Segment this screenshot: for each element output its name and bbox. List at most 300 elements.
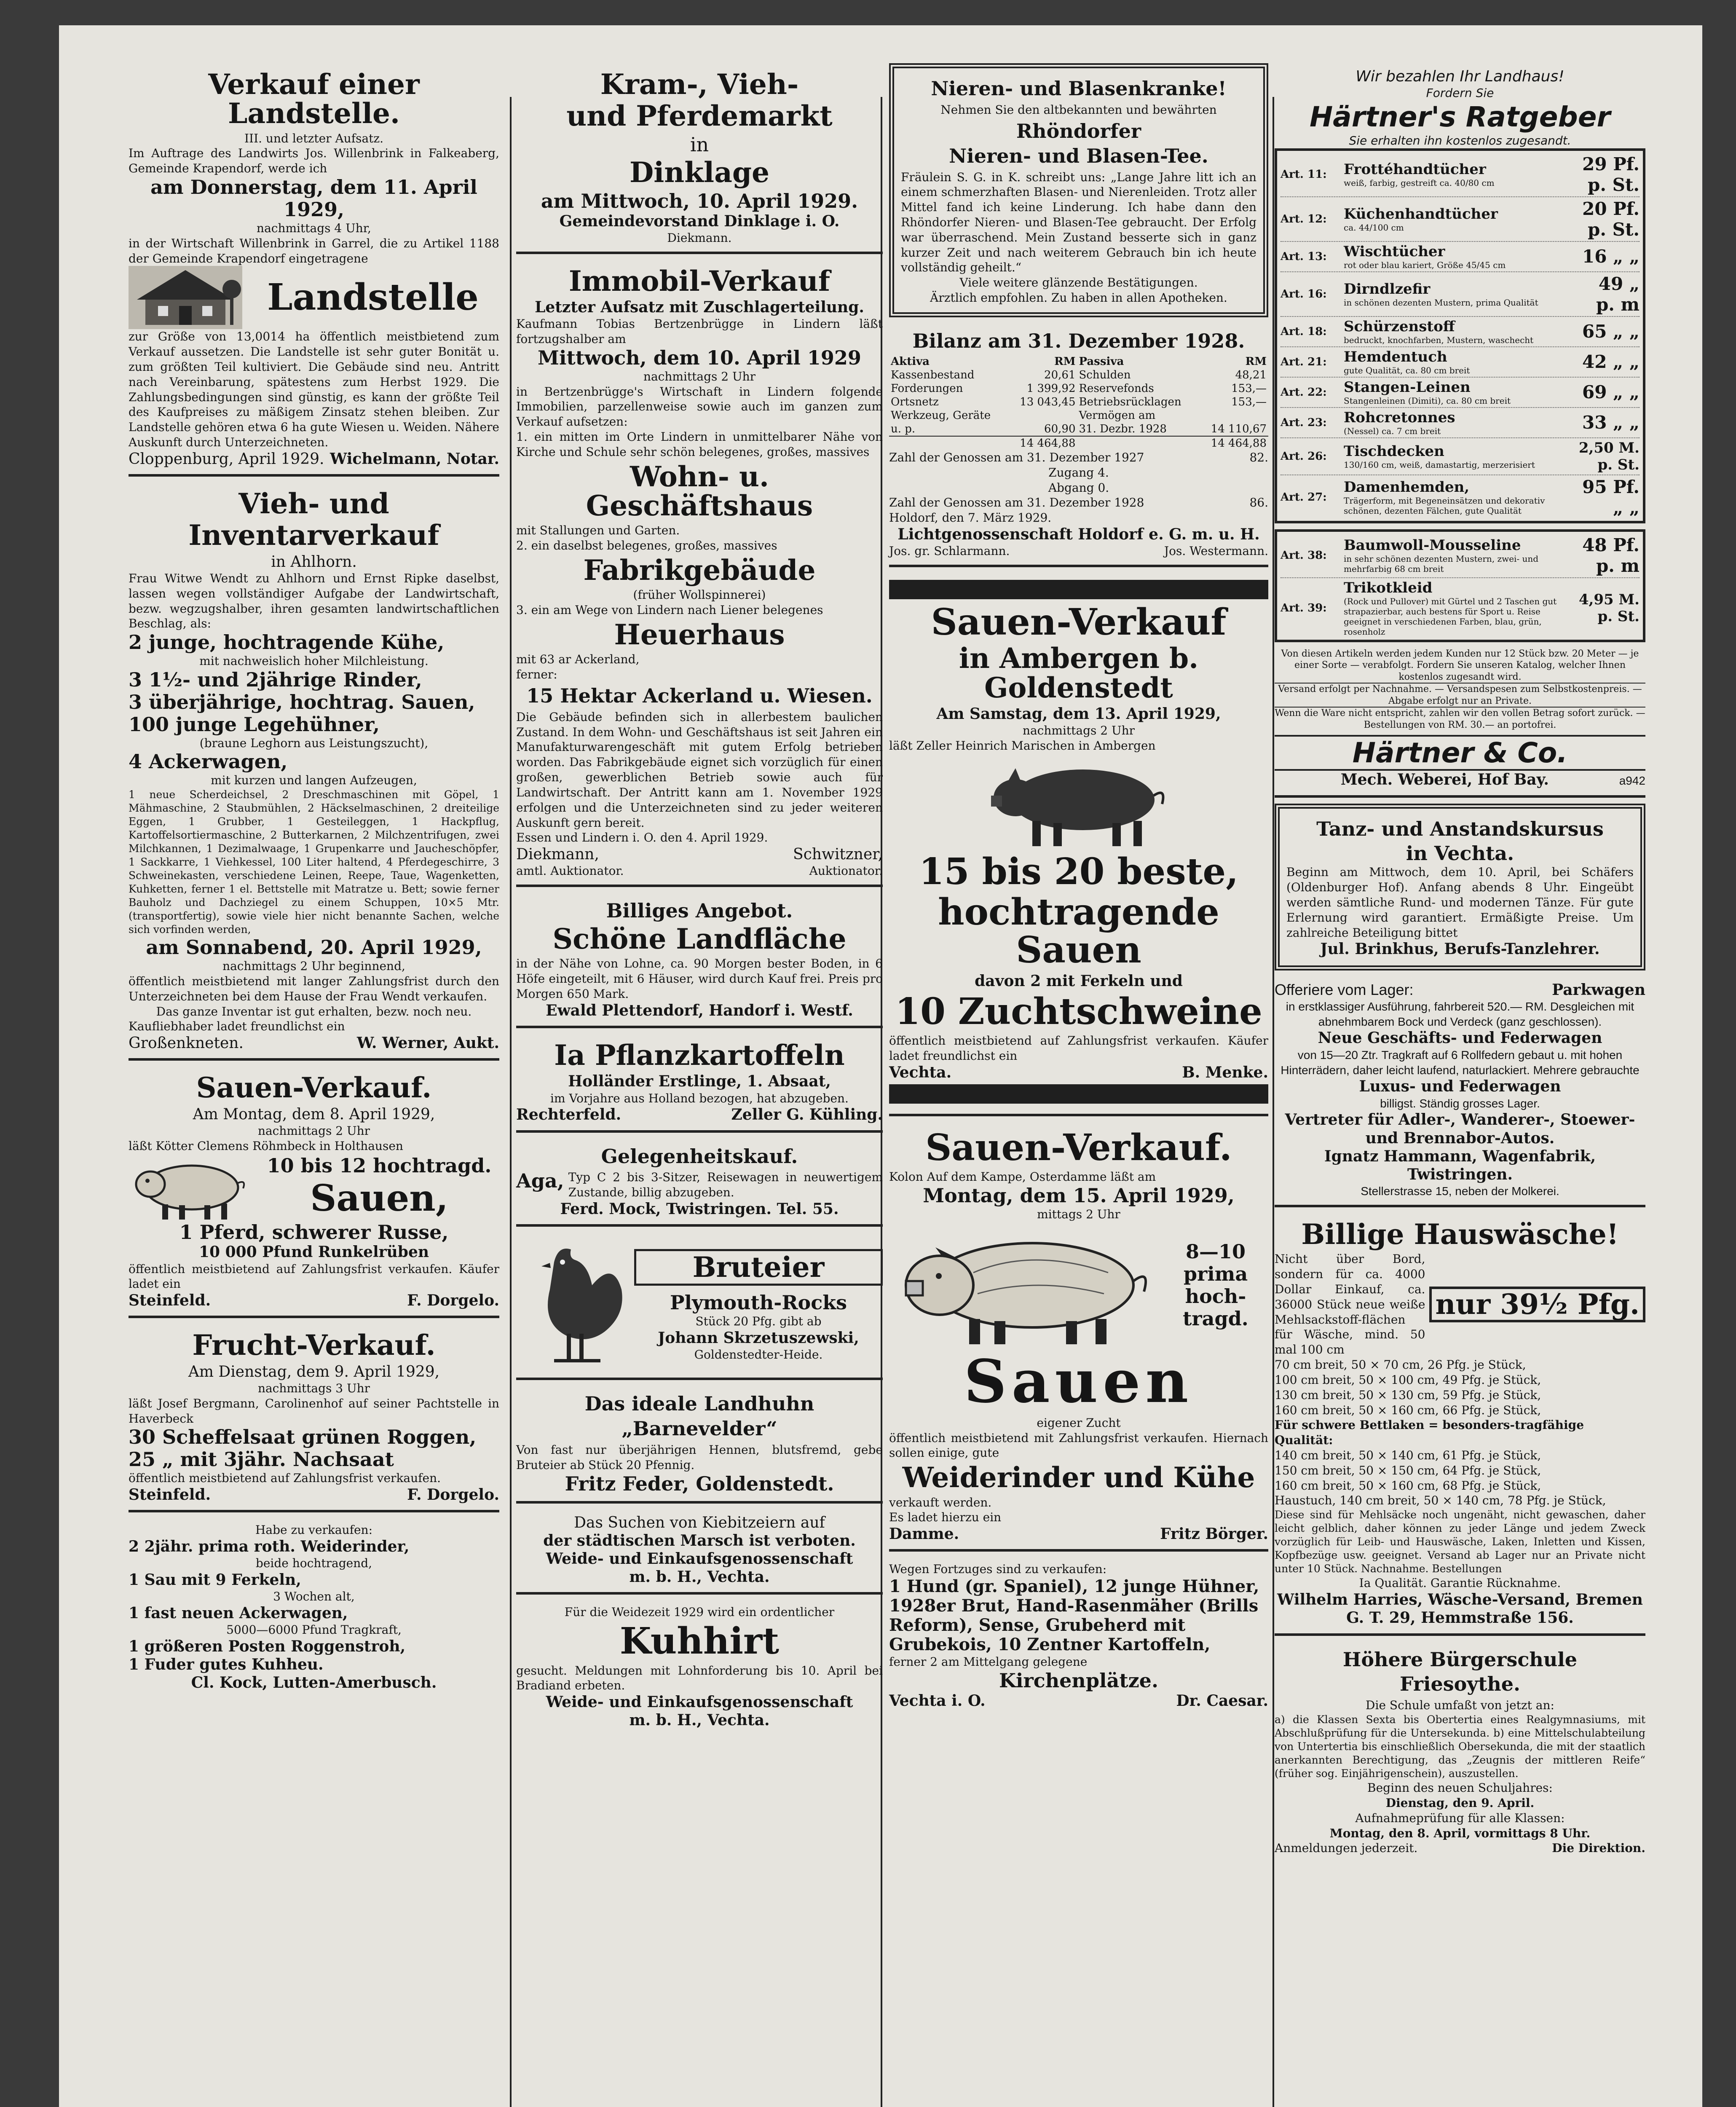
table-cell: 20,61 <box>1044 368 1076 381</box>
table-cell: Vermögen am <box>1079 409 1156 422</box>
ad-text: ferner 2 am Mittelgang gelegene <box>889 1655 1088 1669</box>
ad-headline: Sauen <box>964 1347 1194 1416</box>
table-cell: Kassenbestand <box>891 368 975 381</box>
table-cell <box>1077 436 1200 450</box>
ad-buergerschule <box>1275 1642 1645 1862</box>
ad-signature: Zeller G. Kühling. <box>731 1106 883 1124</box>
ad-headline: Fabrikgebäude <box>583 553 816 587</box>
ad-text: im Vorjahre aus Holland bezogen, hat abzugeben. <box>550 1091 849 1105</box>
company-logo: Härtner & Co. <box>1275 735 1645 771</box>
ad-nierentee <box>889 63 1268 317</box>
item-desc: ca. 44/100 cm <box>1344 222 1404 233</box>
table-cell: Werkzeug, Geräte <box>891 409 991 422</box>
ad-text: Wegen Fortzuges sind zu verkaufen: <box>889 1562 1107 1576</box>
ad-signature: Schwitzner, <box>793 846 883 863</box>
ad-time: nachmittags 3 Uhr <box>257 1381 370 1395</box>
ad-signature-role: amtl. Auktionator. <box>516 864 624 878</box>
ad-car-make: Aga, <box>516 1169 564 1193</box>
ad-price-headline: nur 39½ Pfg. <box>1429 1287 1645 1322</box>
ad-headline: Weiderinder und Kühe <box>902 1461 1255 1494</box>
price-list-main <box>1275 148 1645 523</box>
ad-time: nachmittags 2 Uhr <box>257 1123 370 1138</box>
item-desc: gute Qualität, ca. 80 cm breit <box>1344 365 1470 375</box>
price-list-item <box>1281 378 1640 408</box>
ad-place: in Vechta. <box>1406 842 1514 865</box>
ad-text: eigener Zucht <box>1037 1415 1121 1430</box>
ad-price-row: 160 cm breit, 50 × 160 cm, 66 Pfg. je Stück, <box>1275 1403 1541 1417</box>
ad-signature: W. Werner, Aukt. <box>357 1034 499 1052</box>
ad-text: Viele weitere glänzende Bestätigungen. <box>959 276 1198 290</box>
ad-wagenfabrik <box>1275 976 1645 1207</box>
ad-title: und Pferdemarkt <box>566 99 833 133</box>
ad-text: 3. ein am Wege von Lindern nach Liener belegenes <box>516 603 823 617</box>
item-name: Dirndlzefir <box>1344 280 1431 298</box>
ad-item: Plymouth-Rocks <box>670 1291 847 1314</box>
ad-title: Friesoythe. <box>1399 1673 1521 1696</box>
item-number: Art. 13: <box>1281 250 1327 263</box>
ad-count: 8—10 <box>1185 1240 1246 1263</box>
pig-illustration <box>978 753 1180 850</box>
column-1 <box>129 63 499 1704</box>
ad-title: Inventarverkauf <box>188 519 439 552</box>
ad-item-note: 5000—6000 Pfund Tragkraft, <box>226 1623 402 1637</box>
ad-item-note: beide hochtragend, <box>255 1556 372 1571</box>
ad-text: Die Schule umfaßt von jetzt an: <box>1366 1698 1554 1713</box>
item-desc: Trägerform, mit Begeneinsätzen und dekorativ schönen, dezenten Fälchen, gute Qualität <box>1344 495 1545 516</box>
item-number: Art. 21: <box>1281 355 1327 368</box>
item-desc: (Rock und Pullover) mit Gürtel und 2 Taschen gut strapazierbar, auch bestens für Sport u. Reise geeignet in verschiedenen Farben, blau, grün, rosenholz <box>1344 596 1557 637</box>
ad-title: Ia Pflanzkartoffeln <box>554 1039 845 1072</box>
ad-title: Sauen-Verkauf. <box>925 1126 1232 1169</box>
table-cell: 31. Dezbr. 1928 <box>1079 422 1167 435</box>
ad-signature: Dr. Caesar. <box>1176 1691 1268 1710</box>
ad-title: Billiges Angebot. <box>606 899 793 922</box>
ad-signature: Diekmann. <box>667 231 732 245</box>
ad-text: Aufnahmeprüfung für alle Klassen: <box>1355 1811 1565 1825</box>
ad-text: Für schwere Bettlaken = besonders-tragfähige Qualität: <box>1275 1418 1584 1448</box>
ad-reference: a942 <box>1619 774 1645 788</box>
ad-headline: Rhöndorfer <box>1016 119 1141 142</box>
item-name: Hemdentuch <box>1344 348 1447 365</box>
farmhouse-illustration <box>129 266 242 329</box>
ad-signature: Ignatz Hammann, Wagenfabrik, Twistringen. <box>1324 1147 1596 1183</box>
ad-place-date: Vechta i. O. <box>889 1691 986 1710</box>
ad-subtitle: III. und letzter Aufsatz. <box>244 131 384 145</box>
ad-price-row: 160 cm breit, 50 × 160 cm, 68 Pfg. je Stück, <box>1275 1478 1541 1493</box>
ad-title: Nieren- und Blasenkranke! <box>931 77 1227 100</box>
item-desc: (Nessel) ca. 7 cm breit <box>1344 426 1441 436</box>
table-cell <box>1009 409 1077 422</box>
ad-landhuhn <box>516 1386 883 1503</box>
ad-item: 3 1½- und 2jährige Rinder, <box>129 668 422 691</box>
table-cell: 14 110,67 <box>1211 422 1267 435</box>
ad-date: am Sonnabend, 20. April 1929, <box>146 936 482 959</box>
ad-note: Von diesen Artikeln werden jedem Kunden nur 12 Stück bzw. 20 Meter — je einer Sorte — verabfolgt. Fordern Sie unseren Katalog, welcher Ihnen kostenlos zugesandt wird. <box>1281 648 1639 682</box>
ad-slogan: Wir bezahlen Ihr Landhaus! <box>1356 68 1565 85</box>
ad-body: Die Gebäude befinden sich in allerbestem baulichen Zustand. In dem Wohn- und Geschäftshaus ist seit Jahren ein Manufakturwarengeschäft mit gutem Erfolg betrieben worden. Das Fabrikgebäude eignet sich vorzüglich für einen großen, gewerblichen Betrieb sowie auch für Landwirtschaft. Der Antritt kann am 1. November 1929 erfolgen und die Unterzeichneten sind zu jeder weiteren Auskunft gern bereit. <box>516 710 883 830</box>
ad-signature: m. b. H., Vechta. <box>629 1568 770 1586</box>
ad-title: Gelegenheitskauf. <box>601 1145 798 1168</box>
ad-pferdemarkt <box>516 63 883 254</box>
ad-title: Das ideale Landhuhn <box>584 1392 814 1415</box>
ad-title: Sauen-Verkauf <box>931 601 1227 643</box>
ad-text: verkauft werden. <box>889 1495 992 1509</box>
ad-body: Beginn am Mittwoch, dem 10. April, bei Schäfers (Oldenburger Hof). Anfang abends 8 Uhr. Eingeübt werden sämtliche Rund- und modernen Tänze. Für gute Erlernung wird garantiert. Ermäßigte Preise. Um zahlreiche Beteiligung bittet <box>1286 865 1634 940</box>
ad-hauswaesche <box>1275 1213 1645 1636</box>
ad-time: nachmittags 4 Uhr, <box>257 221 371 235</box>
item-number: Art. 38: <box>1281 549 1327 562</box>
ad-headline: Luxus- und Federwagen <box>1359 1078 1561 1096</box>
ad-item: 25 „ mit 3jähr. Nachsaat <box>129 1448 394 1471</box>
ad-item: 30 Scheffelsaat grünen Roggen, <box>129 1426 477 1449</box>
ad-item-note: (braune Leghorn aus Leistungszucht), <box>199 736 429 750</box>
ad-text: Nehmen Sie den altbekannten und bewährten <box>940 102 1217 117</box>
ad-signature: Johann Skrzetuszewski, <box>658 1329 859 1347</box>
column-rule <box>510 97 512 2107</box>
table-row <box>889 409 1268 422</box>
balance-table <box>889 355 1268 450</box>
ad-headline: Kuhhirt <box>619 1620 780 1663</box>
ad-title: Sauen-Verkauf. <box>196 1071 432 1104</box>
ad-time: mittags 2 Uhr <box>1037 1207 1120 1221</box>
ad-headline: Parkwagen <box>1552 981 1645 999</box>
ad-invite: Kaufliebhaber ladet freundlichst ein <box>129 1019 345 1034</box>
ad-body: öffentlich meistbietend mit langer Zahlungsfrist durch den Unterzeichneten bei dem Hause der Frau Wendt verkaufen. <box>129 974 499 1003</box>
price-list-item <box>1281 347 1640 378</box>
ad-time: nachmittags 2 Uhr <box>643 369 756 383</box>
ad-date: Montag, dem 15. April 1929, <box>923 1184 1235 1207</box>
item-number: Art. 16: <box>1281 287 1327 300</box>
ad-text: Zahl der Genossen am 31. Dezember 1928 <box>889 496 1144 510</box>
ad-testimonial: Fräulein S. G. in K. schreibt uns: „Lange Jahre litt ich an einem schmerzhaften Blasen- und Nierenleiden. Trotz aller Mittel fand ich keine Linderung. Ich habe dann den Rhöndorfer Nieren- und Blasen-Tee gebraucht. Der Erfolg war überraschend. Mein Zustand besserte sich in ganz kurzer Zeit und nach weiterem Gebrauch bin ich heute vollständig geheilt.“ <box>901 170 1256 275</box>
table-cell: 48,21 <box>1235 368 1267 381</box>
ad-kuhhirt <box>516 1600 883 1735</box>
ad-count: tragd. <box>1183 1307 1248 1330</box>
ad-body: gesucht. Meldungen mit Lohnforderung bis 10. April bei Bradiand erbeten. <box>516 1663 883 1693</box>
ad-signature: Fritz Feder, Goldenstedt. <box>565 1472 834 1495</box>
table-header: Passiva <box>1079 355 1124 368</box>
ad-pflanzkartoffeln <box>516 1034 883 1133</box>
sow-illustration <box>129 1154 255 1221</box>
table-row <box>889 368 1268 382</box>
ad-signature: Jos. Westermann. <box>1164 544 1268 558</box>
price-list-item <box>1281 272 1640 317</box>
ad-price-row: 100 cm breit, 50 × 100 cm, 49 Pfg. je Stück, <box>1275 1372 1541 1387</box>
ad-inventarverkauf <box>129 483 499 1061</box>
item-name: Baumwoll-Mousseline <box>1344 536 1521 554</box>
table-row <box>889 422 1268 436</box>
ad-headline: Landstelle <box>267 276 479 319</box>
ad-headline: Sauen, <box>310 1177 448 1220</box>
ad-title: in Ambergen b. Goldenstedt <box>959 642 1199 704</box>
ad-title: Frucht-Verkauf. <box>192 1329 436 1362</box>
ad-date: am Mittwoch, 10. April 1929. <box>541 189 858 212</box>
company-address: Mech. Weberei, Hof Bay. <box>1340 771 1549 789</box>
rooster-illustration <box>516 1237 630 1372</box>
price-list-item <box>1281 197 1640 242</box>
table-header: Aktiva <box>891 355 930 368</box>
ad-text: Im Auftrage des Landwirts Jos. Willenbrink in Falkeaberg, Gemeinde Krapendorf, werde ich <box>129 146 499 176</box>
ad-title: Bilanz am 31. Dezember 1928. <box>912 329 1245 352</box>
item-price: 20 Pf. p. St. <box>1582 198 1640 240</box>
ad-place: in <box>690 133 709 156</box>
table-row <box>889 382 1268 395</box>
ad-signature: Jos. gr. Schlarmann. <box>889 544 1010 558</box>
ad-title: Verkauf einer Landstelle. <box>208 68 420 130</box>
ad-signature-role: Auktionator. <box>809 864 883 878</box>
item-desc: weiß, farbig, gestreift ca. 40/80 cm <box>1344 177 1495 188</box>
ad-text: Kaufmann Tobias Bertzenbrügge in Lindern läßt fortzugshalber am <box>516 317 883 346</box>
ad-note: Wenn die Ware nicht entspricht, zahlen wir den vollen Betrag sofort zurück. — Bestellungen von RM. 30.— an portofrei. <box>1275 707 1645 731</box>
ad-title: Härtner's Ratgeber <box>1309 101 1611 134</box>
ad-signature: B. Menke. <box>1182 1063 1268 1081</box>
ad-headline: 15 bis 20 beste, <box>919 850 1239 893</box>
ad-title: „Barnevelder“ <box>622 1417 777 1440</box>
item-number: Art. 18: <box>1281 325 1327 338</box>
ad-signature: Ewald Plettendorf, Handorf i. Westf. <box>546 1001 853 1019</box>
table-header: RM <box>1245 355 1267 368</box>
item-price: 33 „ „ <box>1582 412 1640 433</box>
ad-landstelle <box>129 63 499 477</box>
table-cell: u. p. <box>891 422 916 435</box>
ad-fortzug <box>889 1557 1268 1716</box>
ad-price-row: 130 cm breit, 50 × 130 cm, 59 Pfg. je Stück, <box>1275 1388 1541 1402</box>
table-cell: Ortsnetz <box>891 395 939 408</box>
ad-bruteier <box>516 1233 883 1380</box>
table-cell: 13 043,45 <box>1020 395 1076 408</box>
item-number: Art. 12: <box>1281 212 1327 225</box>
ad-issuer: Gemeindevorstand Dinklage i. O. <box>559 212 840 230</box>
item-price: 29 Pf. p. St. <box>1582 153 1640 195</box>
ad-body: öffentlich meistbietend mit Zahlungsfrist verkaufen. Hiernach sollen einige, gute <box>889 1431 1268 1460</box>
column-3 <box>889 63 1268 1722</box>
ad-price-row: Haustuch, 140 cm breit, 50 × 140 cm, 78 Pfg. je Stück, <box>1275 1493 1606 1508</box>
table-cell: 14 464,88 <box>1211 437 1267 450</box>
ad-text: davon 2 mit Ferkeln und <box>975 972 1183 990</box>
ad-price-row: 140 cm breit, 50 × 140 cm, 61 Pfg. je Stück, <box>1275 1448 1541 1462</box>
ad-title: Vieh- und <box>238 487 389 520</box>
ad-note: Versand erfolgt per Nachnahme. — Versandspesen zum Selbstkostenpreis. — Abgabe erfolgt nur an Private. <box>1275 683 1645 707</box>
ad-headline: Neue Geschäfts- und Federwagen <box>1318 1029 1602 1047</box>
ad-text: Ärztlich empfohlen. Zu haben in allen Apotheken. <box>930 291 1227 305</box>
ad-tanzkursus <box>1275 804 1645 970</box>
ad-date: Am Montag, dem 8. April 1929, <box>193 1105 435 1123</box>
ad-text: in der Wirtschaft Willenbrink in Garrel, die zu Artikel 1188 der Gemeinde Krapendorf eingetragene <box>129 236 499 265</box>
ad-signature: Jul. Brinkhus, Berufs-Tanzlehrer. <box>1320 940 1600 958</box>
ad-text: Offeriere vom Lager: <box>1275 981 1414 998</box>
ad-title: Tanz- und Anstandskursus <box>1316 817 1604 840</box>
ad-text: ferner: <box>516 667 557 682</box>
ad-text: Vertreter für Adler-, Wanderer-, Stoewer- und Brennabor-Autos. <box>1285 1111 1635 1147</box>
ad-place-date: Vechta. <box>889 1063 952 1081</box>
decorative-bar <box>889 1084 1268 1104</box>
ad-item: 2 junge, hochtragende Kühe, <box>129 631 445 654</box>
ad-immobil-verkauf <box>516 260 883 887</box>
ad-text: läßt Zeller Heinrich Marischen in Ambergen <box>889 738 1156 753</box>
ad-item: 1 fast neuen Ackerwagen, <box>129 1604 348 1622</box>
ad-body: in der Nähe von Lohne, ca. 90 Morgen bester Boden, in 6 Höfe eingeteilt, mit 6 Häuser, wird durch Kauf frei. Preis pro Morgen 650 Mark. <box>516 957 883 1001</box>
table-cell <box>1200 409 1268 422</box>
ad-number: 82. <box>1249 450 1268 464</box>
ad-headline: Wohn- u. Geschäftshaus <box>586 460 813 522</box>
ad-sauen-verkauf-ambergen <box>889 573 1268 1116</box>
ad-text: läßt Kötter Clemens Röhmbeck in Holthausen <box>129 1139 403 1153</box>
ad-text: Für die Weidezeit 1929 wird ein ordentlicher <box>564 1605 835 1619</box>
decorative-bar <box>889 580 1268 599</box>
ad-headline: hochtragende Sauen <box>938 891 1219 972</box>
table-cell: 60,90 <box>1044 422 1076 435</box>
ad-headline: 10 Zuchtschweine <box>895 990 1262 1033</box>
ad-gelegenheitskauf <box>516 1139 883 1227</box>
column-2 <box>516 63 883 1742</box>
item-name: Stangen-Leinen <box>1344 378 1471 396</box>
ad-text: läßt Josef Bergmann, Carolinenhof auf seiner Pachtstelle in Haverbeck <box>129 1396 499 1426</box>
ad-item: Kirchenplätze. <box>999 1669 1158 1692</box>
item-price: 69 „ „ <box>1582 382 1640 403</box>
item-price: 2,50 M. p. St. <box>1578 439 1640 473</box>
ad-signature: G. T. 29, Hemmstraße 156. <box>1346 1609 1574 1627</box>
item-name: Wischtücher <box>1344 243 1445 260</box>
ad-frucht-verkauf <box>129 1324 499 1512</box>
ad-place: in Ahlhorn. <box>271 553 357 571</box>
item-number: Art. 22: <box>1281 386 1327 399</box>
item-price: 65 „ „ <box>1582 321 1640 342</box>
ad-text: Es ladet hierzu ein <box>889 1510 1002 1525</box>
ad-address: Stellerstrasse 15, neben der Molkerei. <box>1361 1185 1559 1198</box>
item-name: Rohcretonnes <box>1344 409 1455 426</box>
ad-bilanz <box>889 323 1268 567</box>
ad-headline: Nieren- und Blasen-Tee. <box>949 144 1208 167</box>
price-list-item <box>1281 533 1640 578</box>
ad-body: öffentlich meistbietend auf Zahlungsfrist verkaufen. Käufer ladet ein <box>129 1262 499 1291</box>
column-4 <box>1275 63 1645 1868</box>
ad-signature: m. b. H., Vechta. <box>629 1711 770 1729</box>
ad-text: von 15—20 Ztr. Tragkraft auf 6 Rollfedern gebaut u. mit hohen Hinterrädern, daher leicht laufend, naturlackiert. Mehrere gebrauchte <box>1281 1048 1640 1077</box>
item-price: 16 „ „ <box>1582 246 1640 267</box>
item-name: Schürzenstoff <box>1344 318 1455 335</box>
ad-text: Montag, den 8. April, vormittags 8 Uhr. <box>1329 1826 1591 1840</box>
ad-organisation: Lichtgenossenschaft Holdorf e. G. m. u. H. <box>897 525 1260 543</box>
table-cell <box>889 436 1009 450</box>
ad-text: Abgang 0. <box>1048 480 1109 495</box>
ad-body: a) die Klassen Sexta bis Obertertia eines Realgymnasiums, mit Abschlußprüfung für die Untersekunda. b) eine Mittelschulabteilung von Untertertia bis einschließlich Obersekunda, die mit der staatlich anerkannten Berechtigung, das „Zeugnis der mittleren Reife“ (früher sog. Einjährigenschein), auszustellen. <box>1275 1713 1645 1780</box>
ad-body: Typ C 2 bis 3-Sitzer, Reisewagen in neuwertigem Zustande, billig abzugeben. <box>568 1170 883 1200</box>
ad-item-note: mit kurzen und langen Aufzeugen, <box>211 773 417 788</box>
ad-item: 3 überjährige, hochtrag. Sauen, <box>129 690 475 713</box>
ad-text: mit Stallungen und Garten. <box>516 523 680 538</box>
ad-place-date: Steinfeld. <box>129 1292 211 1310</box>
ad-price: Stück 20 Pfg. gibt ab <box>695 1314 822 1328</box>
ad-date: Am Samstag, dem 13. April 1929, <box>936 705 1221 723</box>
ad-place: Goldenstedter-Heide. <box>694 1347 823 1362</box>
ad-item: 100 junge Legehühner, <box>129 713 380 736</box>
ad-text: mit 63 ar Ackerland, <box>516 652 640 667</box>
ad-subtitle: Sie erhalten ihn kostenlos zugesandt. <box>1349 134 1571 148</box>
ad-text: in erstklassiger Ausführung, fahrbereit 520.— RM. Desgleichen mit abnehmbarem Bock und Verdeck (ganz geschlossen). <box>1286 1000 1634 1028</box>
item-number: Art. 23: <box>1281 416 1327 429</box>
ad-place-date: Cloppenburg, April 1929. <box>129 450 324 468</box>
ad-text: Anmeldungen jederzeit. <box>1275 1841 1418 1855</box>
ad-item-note: mit nachweislich hoher Milchleistung. <box>199 654 429 668</box>
ad-date: Am Dienstag, dem 9. April 1929, <box>188 1363 440 1381</box>
price-list-item <box>1281 408 1640 438</box>
ad-signature: Weide- und Einkaufsgenossenschaft <box>546 1550 853 1568</box>
ad-slogan: Fordern Sie <box>1426 86 1494 100</box>
item-number: Art. 39: <box>1281 601 1327 614</box>
item-desc: bedruckt, knochfarben, Mustern, waschecht <box>1344 335 1534 345</box>
item-name: Frottéhandtücher <box>1344 161 1486 178</box>
ad-text: Zahl der Genossen am 31. Dezember 1927 <box>889 450 1144 464</box>
ad-count: hoch- <box>1185 1284 1246 1308</box>
table-header: RM <box>1054 355 1076 368</box>
item-desc: rot oder blau kariert, Größe 45/45 cm <box>1344 260 1506 270</box>
ad-item: 1 Sau mit 9 Ferkeln, <box>129 1571 301 1589</box>
ad-text: Ia Qualität. Garantie Rücknahme. <box>1359 1576 1561 1590</box>
ad-text: Habe zu verkaufen: <box>255 1523 373 1537</box>
table-row <box>889 436 1268 450</box>
item-number: Art. 27: <box>1281 491 1327 504</box>
ad-item: 4 Ackerwagen, <box>129 750 288 773</box>
ad-text: Nicht über Bord, sondern für ca. 4000 Dollar Einkauf, ca. 36000 Stück neue weiße Mehlsackstoff-flächen für Wäsche, mind. 50 mal 100 cm <box>1275 1252 1425 1357</box>
ad-item-note: 3 Wochen alt, <box>273 1590 355 1604</box>
ad-body: Von fast nur überjährigen Hennen, blutsfremd, gebe Bruteier ab Stück 20 Pfennig. <box>516 1443 883 1472</box>
ad-body: öffentlich meistbietend auf Zahlungsfrist verkaufen. <box>129 1471 441 1485</box>
item-number: Art. 26: <box>1281 450 1327 463</box>
item-price: 42 „ „ <box>1582 351 1640 373</box>
table-cell: 14 464,88 <box>1020 437 1076 450</box>
price-list-item <box>1281 578 1640 638</box>
ad-title: Kram-, Vieh- <box>600 68 799 101</box>
item-name: Trikotkleid <box>1344 579 1433 596</box>
ad-title: Höhere Bürgerschule <box>1342 1648 1578 1671</box>
ad-date: am Donnerstag, dem 11. April 1929, <box>150 176 477 221</box>
table-cell: 153,— <box>1231 395 1267 408</box>
ad-sauen-verkauf-osterdamme <box>889 1122 1268 1552</box>
ad-signature: Ferd. Mock, Twistringen. Tel. 55. <box>560 1200 839 1218</box>
ad-text: Dienstag, den 9. April. <box>1385 1796 1535 1810</box>
ad-headline: Heuerhaus <box>614 618 785 651</box>
price-list-extra <box>1275 529 1645 642</box>
ad-time: nachmittags 2 Uhr beginnend, <box>222 959 405 973</box>
ad-place-date: Damme. <box>889 1525 959 1543</box>
table-cell: Forderungen <box>891 382 963 395</box>
ad-signature: F. Dorgelo. <box>407 1292 499 1310</box>
ad-place-date: Holdorf, den 7. März 1929. <box>889 511 1052 525</box>
ad-signature: Wichelmann, Notar. <box>330 450 499 468</box>
ad-price-row: 150 cm breit, 50 × 150 cm, 64 Pfg. je Stück, <box>1275 1463 1541 1477</box>
ad-text: (früher Wollspinnerei) <box>633 588 766 602</box>
ad-item: 1 Pferd, schwerer Russe, <box>179 1220 449 1244</box>
ad-item: 10 000 Pfund Runkelrüben <box>198 1243 429 1261</box>
ad-signature: Diekmann, <box>516 846 599 863</box>
ad-price-row: 70 cm breit, 50 × 70 cm, 26 Pfg. je Stück, <box>1275 1358 1526 1372</box>
ad-text: der städtischen Marsch ist verboten. <box>543 1531 856 1549</box>
ad-title: Bruteier <box>634 1249 883 1286</box>
ad-place-date: Essen und Lindern i. O. den 4. April 1929. <box>516 831 768 845</box>
ad-signature: Die Direktion. <box>1552 1841 1645 1855</box>
ad-item: Holländer Erstlinge, 1. Absaat, <box>568 1072 831 1091</box>
ad-signature: Weide- und Einkaufsgenossenschaft <box>546 1693 853 1711</box>
ad-haertner-textiles <box>1275 63 1645 798</box>
ad-note: Das ganze Inventar ist gut erhalten, bezw. noch neu. <box>156 1004 472 1019</box>
ad-kiebitzeier <box>516 1509 883 1595</box>
price-list-item <box>1281 438 1640 475</box>
ad-count: prima <box>1183 1262 1248 1285</box>
ad-place-name: Dinklage <box>630 156 769 189</box>
ad-signature: F. Dorgelo. <box>407 1486 499 1504</box>
ad-text: Kolon Auf dem Kampe, Osterdamme läßt am <box>889 1170 1156 1184</box>
ad-place-date: Großenkneten. <box>129 1035 244 1052</box>
